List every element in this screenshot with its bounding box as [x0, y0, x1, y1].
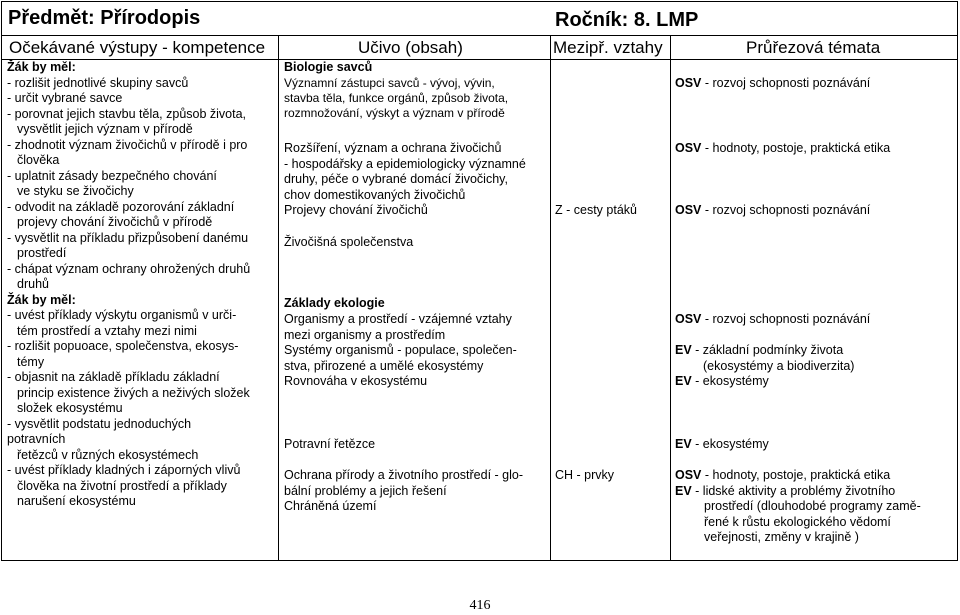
column-header-relations: Mezipř. vztahy — [553, 38, 663, 57]
theme-item: OSV - rozvoj schopnosti poznávání — [675, 312, 871, 326]
relation-item: Z - cesty ptáků — [555, 203, 637, 217]
curriculum-block-protection — [284, 468, 523, 515]
curriculum-heading: Biologie savců — [284, 60, 373, 74]
grade-title: Ročník: 8. LMP — [555, 9, 699, 31]
curriculum-line: stavba těla, funkce orgánů, způsob života, — [284, 91, 509, 105]
curriculum-line: Ochrana přírody a životního prostředí - glo- — [284, 468, 524, 482]
curriculum-line: Organismy a prostředí - vzájemné vztahy — [284, 312, 512, 326]
outcome-line: - objasnit na základě příkladu základní — [7, 370, 220, 384]
outcome-line: - rozlišit popuoace, společenstva, ekosys- — [7, 339, 239, 353]
subject-title: Předmět: Přírodopis — [8, 7, 201, 29]
outcome-line: - vysvětlit podstatu jednoduchých — [7, 416, 192, 431]
curriculum-block-animals — [284, 141, 526, 203]
outcome-line: princip existence živých a neživých složek — [17, 385, 250, 400]
outcome-line: - uvést příklady výskytu organismů v urči- — [7, 308, 237, 322]
column-divider — [550, 35, 551, 560]
curriculum-line: Potravní řetězce — [284, 437, 376, 451]
outcome-line: vysvětlit jejich význam v přírodě — [17, 122, 193, 136]
outcome-line: - určit vybrané savce — [7, 91, 123, 105]
outcome-line: řetězců v různých ekosystémech — [17, 447, 199, 462]
theme-item: OSV - rozvoj schopnosti poznávání — [675, 203, 871, 217]
outcome-line: - chápat význam ochrany ohrožených druhů — [7, 261, 251, 276]
theme-item: veřejnosti, změny v krajině ) — [704, 530, 859, 544]
theme-item: OSV - hodnoty, postoje, praktická etika — [675, 141, 891, 155]
outcome-line: narušení ekosystému — [17, 494, 136, 508]
outcomes-column — [7, 60, 250, 510]
outcome-line: člověka na životní prostředí a příklady — [17, 478, 227, 493]
column-header-themes: Průřezová témata — [746, 38, 881, 57]
curriculum-line: rozmnožování, výskyt a význam v přírodě — [284, 106, 505, 120]
outcome-line: - vysvětlit na příkladu přizpůsobení danému — [7, 230, 249, 245]
curriculum-line: Rozšíření, význam a ochrana živočichů — [284, 141, 502, 155]
outcome-line: člověka — [17, 153, 60, 167]
outcome-line: druhů — [17, 277, 49, 291]
curriculum-block-mammals — [284, 76, 508, 121]
theme-item: EV - ekosystémy — [675, 437, 769, 451]
curriculum-line: stva, přirozené a umělé ekosystémy — [284, 358, 484, 373]
column-divider — [670, 35, 671, 560]
outcome-heading: Žák by měl: — [7, 60, 76, 74]
theme-item: EV - ekosystémy — [675, 374, 769, 388]
curriculum-line: Chráněná území — [284, 499, 377, 513]
curriculum-line: Živočišná společenstva — [284, 235, 414, 249]
outcome-line: - odvodit na základě pozorování základní — [7, 199, 235, 214]
theme-item: EV - lidské aktivity a problémy životního — [675, 483, 896, 498]
curriculum-line: Projevy chování živočichů — [284, 203, 428, 217]
theme-block-last — [675, 468, 921, 546]
curriculum-line: chov domestikovaných živočichů — [284, 187, 466, 202]
curriculum-line: - hospodářsky a epidemiologicky významné — [284, 156, 526, 171]
page-number: 416 — [469, 598, 491, 613]
column-header-row — [2, 35, 957, 60]
curriculum-heading: Základy ekologie — [284, 296, 385, 310]
column-header-curriculum: Učivo (obsah) — [358, 38, 463, 57]
outcome-line: - uplatnit zásady bezpečného chování — [7, 168, 217, 183]
outcome-line: - uvést příklady kladných i záporných vlivů — [7, 463, 241, 477]
theme-item: OSV - hodnoty, postoje, praktická etika — [675, 468, 891, 482]
curriculum-block-ecology — [284, 312, 517, 390]
curriculum-line: bální problémy a jejich řešení — [284, 483, 447, 498]
column-divider — [278, 35, 279, 560]
theme-item: prostředí (dlouhodobé programy zamě- — [704, 499, 921, 513]
outcome-line: - porovnat jejich stavbu těla, způsob života, — [7, 106, 247, 121]
column-header-outcomes: Očekávané výstupy - kompetence — [9, 38, 266, 57]
outcome-line: témy — [17, 354, 45, 369]
outcome-line: projevy chování živočichů v přírodě — [17, 215, 213, 229]
title-row — [2, 2, 957, 36]
theme-item: OSV - rozvoj schopnosti poznávání — [675, 76, 871, 90]
theme-block-ev — [675, 343, 854, 390]
outcome-line: ve styku se živočichy — [17, 184, 134, 198]
outcome-line: tém prostředí a vztahy mezi nimi — [17, 323, 197, 338]
outcome-line: - rozlišit jednotlivé skupiny savců — [7, 75, 189, 90]
outcome-line: - zhodnotit význam živočichů v přírodě i pro — [7, 137, 248, 152]
relation-item: CH - prvky — [555, 468, 615, 482]
theme-item: řené k růstu ekologického vědomí — [704, 514, 891, 529]
curriculum-table — [1, 1, 958, 561]
curriculum-line: Významní zástupci savců - vývoj, vývin, — [284, 76, 495, 90]
outcome-line: složek ekosystému — [17, 401, 123, 415]
outcome-line: prostředí — [17, 246, 67, 260]
curriculum-line: mezi organismy a prostředím — [284, 327, 446, 342]
curriculum-line: Rovnováha v ekosystému — [284, 374, 428, 388]
theme-item: EV - základní podmínky života — [675, 343, 844, 357]
curriculum-line: Systémy organismů - populace, společen- — [284, 343, 517, 357]
outcome-line: potravních — [7, 432, 66, 446]
curriculum-line: druhy, péče o vybrané domácí živočichy, — [284, 172, 508, 186]
outcome-heading: Žák by měl: — [7, 292, 76, 307]
theme-item: (ekosystémy a biodiverzita) — [703, 358, 855, 373]
